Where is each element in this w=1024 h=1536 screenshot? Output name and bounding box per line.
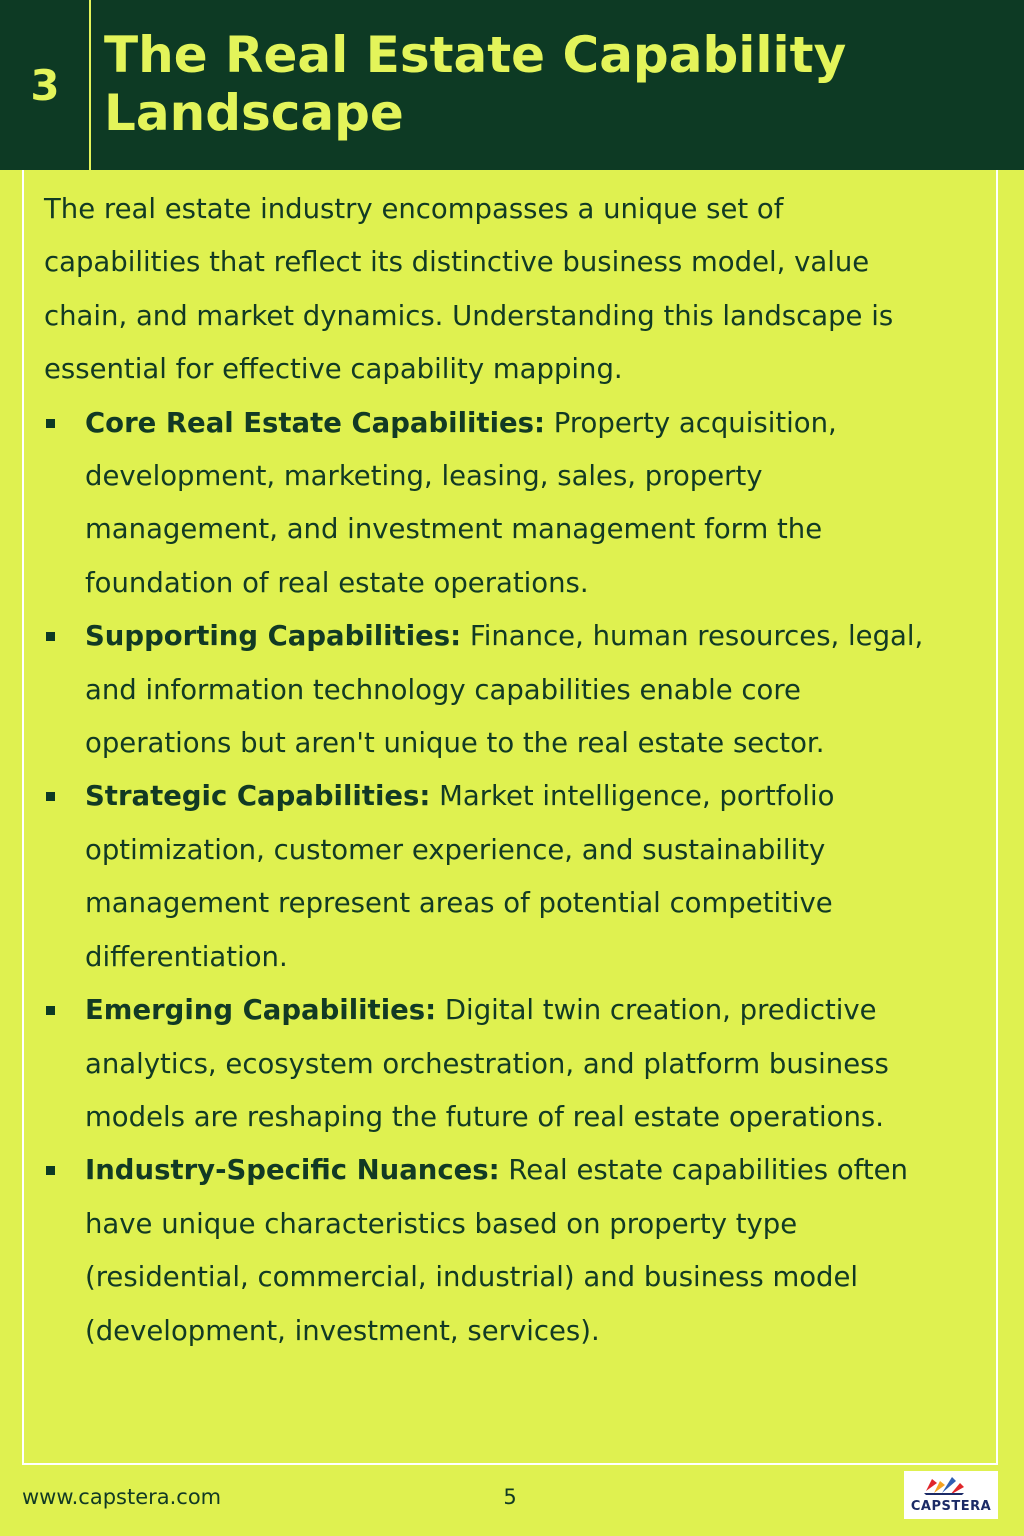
page-title: The Real Estate Capability Landscape bbox=[104, 26, 847, 142]
intro-paragraph: The real estate industry encompasses a unique set of capabilities that reflect its distinctive business model, value chain, and market dynamics. Understanding this landscape is essential for effective capability mapping. bbox=[44, 193, 894, 386]
capability-label: Strategic Capabilities: bbox=[85, 780, 431, 813]
capability-industry-specific bbox=[44, 1144, 944, 1358]
header-divider bbox=[89, 0, 91, 170]
footer-website-link[interactable]: www.capstera.com bbox=[22, 1485, 222, 1509]
square-bullet-icon bbox=[46, 1006, 55, 1015]
page-header bbox=[0, 0, 1024, 170]
capability-strategic bbox=[44, 770, 944, 984]
capability-description: Market intelligence, portfolio optimization, customer experience, and sustainability management represent areas of potential competitive differentiation. bbox=[85, 780, 835, 973]
capability-description: Property acquisition, development, marketing, leasing, sales, property management, and investment management form the foundation of real estate operations. bbox=[85, 406, 837, 599]
capstera-logo bbox=[904, 1471, 998, 1519]
square-bullet-icon bbox=[46, 419, 55, 428]
square-bullet-icon bbox=[46, 1166, 55, 1175]
capability-label: Industry-Specific Nuances: bbox=[85, 1154, 500, 1187]
capability-description: Finance, human resources, legal, and information technology capabilities enable core operations but aren't unique to the real estate sector. bbox=[85, 620, 924, 760]
section-number: 3 bbox=[30, 60, 60, 110]
capability-label: Core Real Estate Capabilities: bbox=[85, 406, 546, 439]
logo-text: CAPSTERA bbox=[910, 1499, 992, 1514]
capability-description: Digital twin creation, predictive analytics, ecosystem orchestration, and platform business models are reshaping the future of real estate operations. bbox=[85, 994, 889, 1133]
capstera-logo-mark-icon bbox=[904, 1473, 998, 1497]
capability-description: Real estate capabilities often have unique characteristics based on property type (residential, commercial, industrial) and business model (development, investment, services). bbox=[85, 1154, 908, 1347]
content-body bbox=[44, 183, 944, 1358]
capability-emerging bbox=[44, 984, 944, 1144]
square-bullet-icon bbox=[46, 792, 55, 801]
capability-list bbox=[44, 397, 944, 1358]
capability-label: Emerging Capabilities: bbox=[85, 994, 437, 1027]
capability-label: Supporting Capabilities: bbox=[85, 620, 462, 653]
capability-core bbox=[44, 397, 944, 611]
capability-supporting bbox=[44, 610, 944, 770]
page-number: 5 bbox=[503, 1485, 517, 1509]
square-bullet-icon bbox=[46, 632, 55, 641]
